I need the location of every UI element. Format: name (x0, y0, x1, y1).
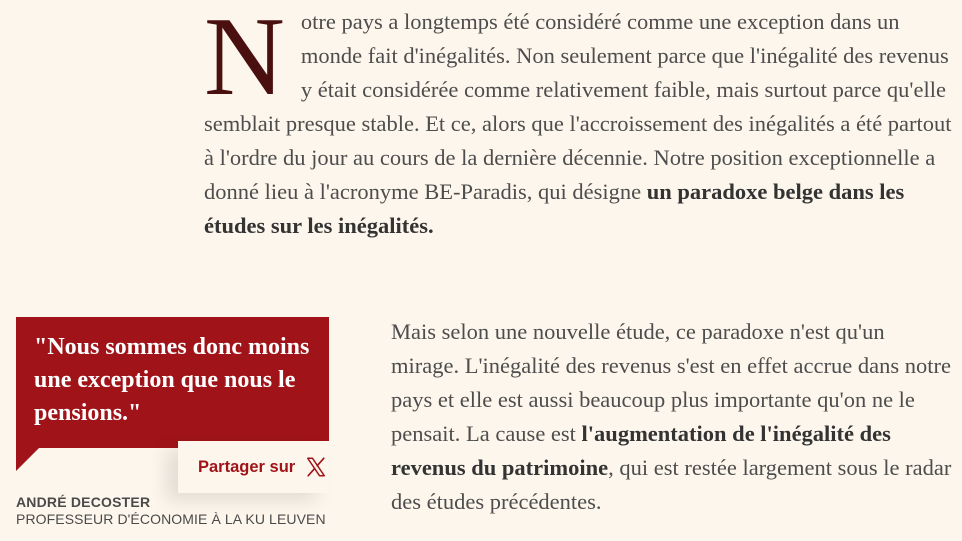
intro-text: otre pays a longtemps été considéré comme une exception dans un monde fait d'inégalités. Non seulement parce que l'inégalité des revenus y était considérée comme relativement faible, mais surtout parce qu'elle semblait presque stable. Et ce, alors que l'accroissement des inégalités a été partout à l'ordre du jour au cours de la dernière décennie. Notre position exceptionnelle a donné lieu à l'acronyme BE-Paradis, qui désigne (204, 9, 952, 204)
second-text: Mais selon une nouvelle étude, ce paradoxe n'est qu'un mirage. L'inégalité des revenus s'est en effet accrue dans notre pays et elle est aussi beaucoup plus importante qu'on ne le pensait. La cause est (391, 319, 951, 446)
author-name: ANDRÉ DECOSTER (16, 494, 151, 510)
author-role: PROFESSEUR D'ÉCONOMIE À LA KU LEUVEN (16, 511, 326, 527)
intro-paragraph (204, 0, 956, 243)
intro-bold-text: un paradoxe belge dans les études sur les inégalités. (204, 179, 905, 238)
second-end-text: , qui est restée largement sous le radar des études précédentes. (391, 455, 952, 514)
quote-author (16, 494, 326, 528)
second-bold-text: l'augmentation de l'inégalité des revenus du patrimoine (391, 421, 891, 480)
share-on-x-button[interactable] (178, 441, 329, 493)
pull-quote-text: "Nous sommes donc moins une exception que nous le pensions." (34, 334, 310, 426)
share-label: Partager sur (198, 457, 296, 476)
second-paragraph (391, 315, 956, 519)
pull-quote (16, 317, 329, 448)
pull-quote-tail (16, 448, 39, 471)
x-logo-icon (305, 456, 327, 478)
dropcap: N (204, 0, 285, 119)
